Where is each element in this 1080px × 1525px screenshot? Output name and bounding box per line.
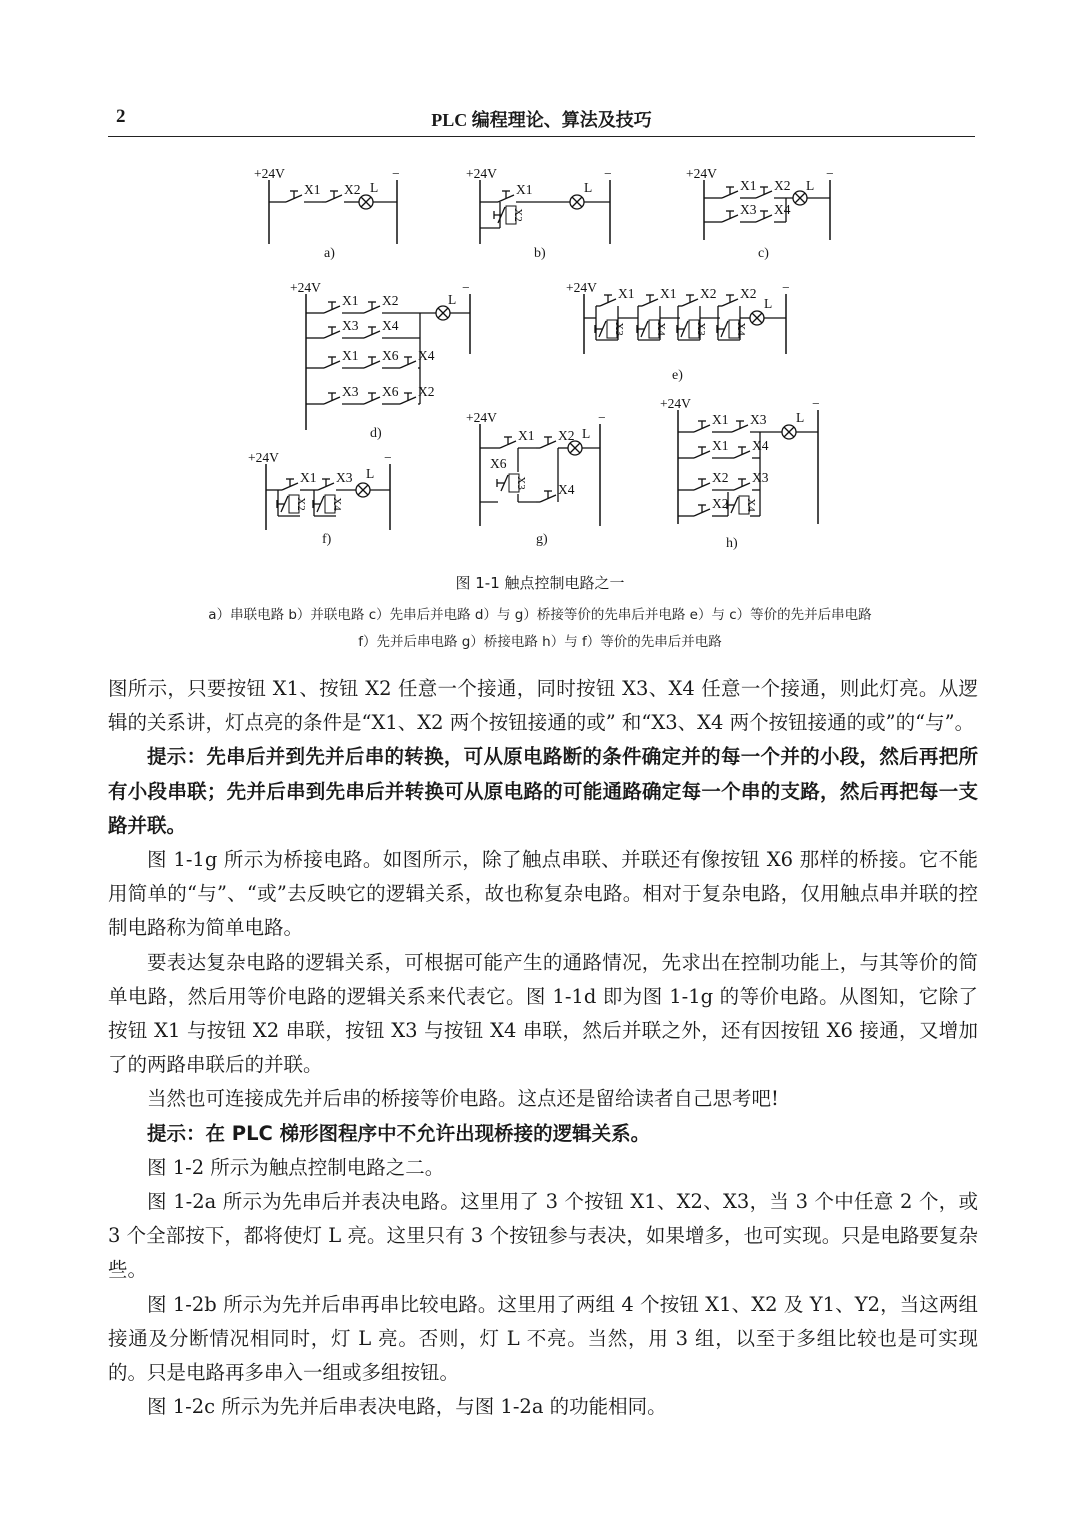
sub-label-d: d) [370,426,382,441]
switch-label: X2 [418,384,435,399]
switch-label: X2 [382,293,399,308]
switch-label: X2 [295,497,307,511]
switch-label: X4 [735,322,747,336]
sub-label-b: b) [534,246,546,261]
switch-label: X3 [613,322,625,336]
supply-label: +24V [566,280,597,295]
switch-label: X3 [342,384,359,399]
minus-label: − [826,166,834,181]
switch-label: X2 [512,208,524,222]
page-number: 2 [116,106,126,127]
sub-label-h: h) [726,536,738,551]
lamp-label: L [796,410,805,425]
switch-label: X1 [342,293,359,308]
book-title: PLC 编程理论、算法及技巧 [431,110,652,130]
switch-label: X1 [342,348,359,363]
switch-label: X4 [752,438,769,453]
supply-label: +24V [686,166,717,181]
sub-label-c: c) [758,246,769,261]
tip-paragraph: 提示：先串后并到先并后串的转换，可从原电路断的条件确定并的每一个并的小段，然后再把所有小段串联；先并后串到先串后并转换可从原电路的可能通路确定每一个串的支路，然后再把每一支路并联。 [108,745,978,837]
supply-label: +24V [248,450,279,465]
lamp-label: L [582,426,591,441]
switch-label: X2 [774,178,791,193]
switch-label: X6 [382,348,399,363]
paragraph: 图 1-2 所示为触点控制电路之二。 [147,1155,445,1179]
supply-label: +24V [660,396,691,411]
switch-label: X2 [700,286,717,301]
supply-label: +24V [290,280,321,295]
paragraph: 图所示，只要按钮 X1、按钮 X2 任意一个接通，同时按钮 X3、X4 任意一个接通，则此灯亮。从逻辑的关系讲，灯点亮的条件是“X1、X2 两个按钮接通的或” 和“X3、X4 两个按钮接通的或”的“与”。 [108,677,978,735]
minus-label: − [462,280,470,295]
paragraph: 要表达复杂电路的逻辑关系，可根据可能产生的通路情况，先求出在控制功能上，与其等价的简单电路，然后用等价电路的逻辑关系来代表它。图 1-1d 即为图 1-1g 的等价电路。从图知，它除了按钮 X1 与按钮 X2 串联，按钮 X3 与按钮 X4 串联，然后并联之外，还有因按钮 X6 接通，又增加了的两路串联后的并联。 [108,950,978,1077]
sub-label-g: g) [536,532,548,547]
switch-label: X2 [740,286,757,301]
lamp-label: L [584,180,593,195]
tip-paragraph: 提示：在 PLC 梯形图程序中不允许出现桥接的逻辑关系。 [147,1121,651,1145]
lamp-label: L [806,178,815,193]
paragraph: 图 1-1g 所示为桥接电路。如图所示，除了触点串联、并联还有像按钮 X6 那样的桥接。它不能用简单的“与”、“或”去反映它的逻辑关系，故也称复杂电路。相对于复杂电路，仅用触点串并联的控制电路称为简单电路。 [108,848,978,940]
figure-legend-2: f）先并后串电路 g）桥接电路 h）与 f）等价的先串后并电路 [358,634,722,650]
switch-label: X1 [660,286,677,301]
sub-label-a: a) [324,246,335,261]
switch-label: X4 [331,497,343,511]
minus-label: − [392,166,400,181]
minus-label: − [604,166,612,181]
supply-label: +24V [466,166,497,181]
switch-label: X3 [752,470,769,485]
switch-label: X2 [712,496,729,511]
lamp-label: L [448,292,457,307]
switch-label: X4 [745,498,757,512]
minus-label: − [812,396,820,411]
switch-label: X6 [382,384,399,399]
switch-label: X3 [695,322,707,336]
body-text [108,672,978,1424]
circuit-figure [0,0,1080,560]
switch-label: X1 [618,286,635,301]
minus-label: − [384,450,392,465]
switch-label: X1 [712,438,729,453]
lamp-label: L [764,296,773,311]
switch-label: X1 [516,182,533,197]
figure-caption: 图 1-1 触点控制电路之一 [455,574,625,592]
lamp-label: L [366,466,375,481]
paragraph: 图 1-2c 所示为先并后串表决电路，与图 1-2a 的功能相同。 [147,1395,667,1419]
switch-label: X6 [490,456,507,471]
supply-label: +24V [466,410,497,425]
switch-label: X3 [740,202,757,217]
switch-label: X1 [518,428,535,443]
lamp-label: L [370,180,379,195]
sub-label-f: f) [322,532,332,547]
paragraph: 图 1-2b 所示为先并后串再串比较电路。这里用了两组 4 个按钮 X1、X2 及 Y1、Y2，当这两组接通及分断情况相同时，灯 L 亮。否则，灯 L 不亮。当然，用 3 组，以至于多组比较也是可实现的。只是电路再多串入一组或多组按钮。 [108,1292,978,1385]
switch-label: X2 [712,470,729,485]
switch-label: X3 [750,412,767,427]
switch-label: X4 [558,482,575,497]
paragraph: 图 1-2a 所示为先串后并表决电路。这里用了 3 个按钮 X1、X2、X3，当 3 个中任意 2 个，或 3 个全部按下，都将使灯 L 亮。这里只有 3 个按钮参与表决，如果增多，也可实现。只是电路要复杂些。 [108,1190,978,1282]
figure-legend-1: a）串联电路 b）并联电路 c）先串后并电路 d）与 g）桥接等价的先串后并电路 e）与 c）等价的先并后串电路 [208,607,872,623]
switch-label: X2 [344,182,361,197]
switch-label: X4 [774,202,791,217]
switch-label: X4 [418,348,435,363]
switch-label: X1 [304,182,321,197]
switch-label: X1 [712,412,729,427]
sub-label-e: e) [672,368,683,383]
switch-label: X4 [382,318,399,333]
switch-label: X3 [515,476,527,490]
switch-label: X4 [655,322,667,336]
minus-label: − [782,280,790,295]
switch-label: X3 [336,470,353,485]
paragraph: 当然也可连接成先并后串的桥接等价电路。这点还是留给读者自己思考吧! [147,1087,779,1111]
minus-label: − [598,410,606,425]
switch-label: X1 [740,178,757,193]
switch-label: X1 [300,470,317,485]
switch-label: X2 [558,428,575,443]
supply-label: +24V [254,166,285,181]
switch-label: X3 [342,318,359,333]
